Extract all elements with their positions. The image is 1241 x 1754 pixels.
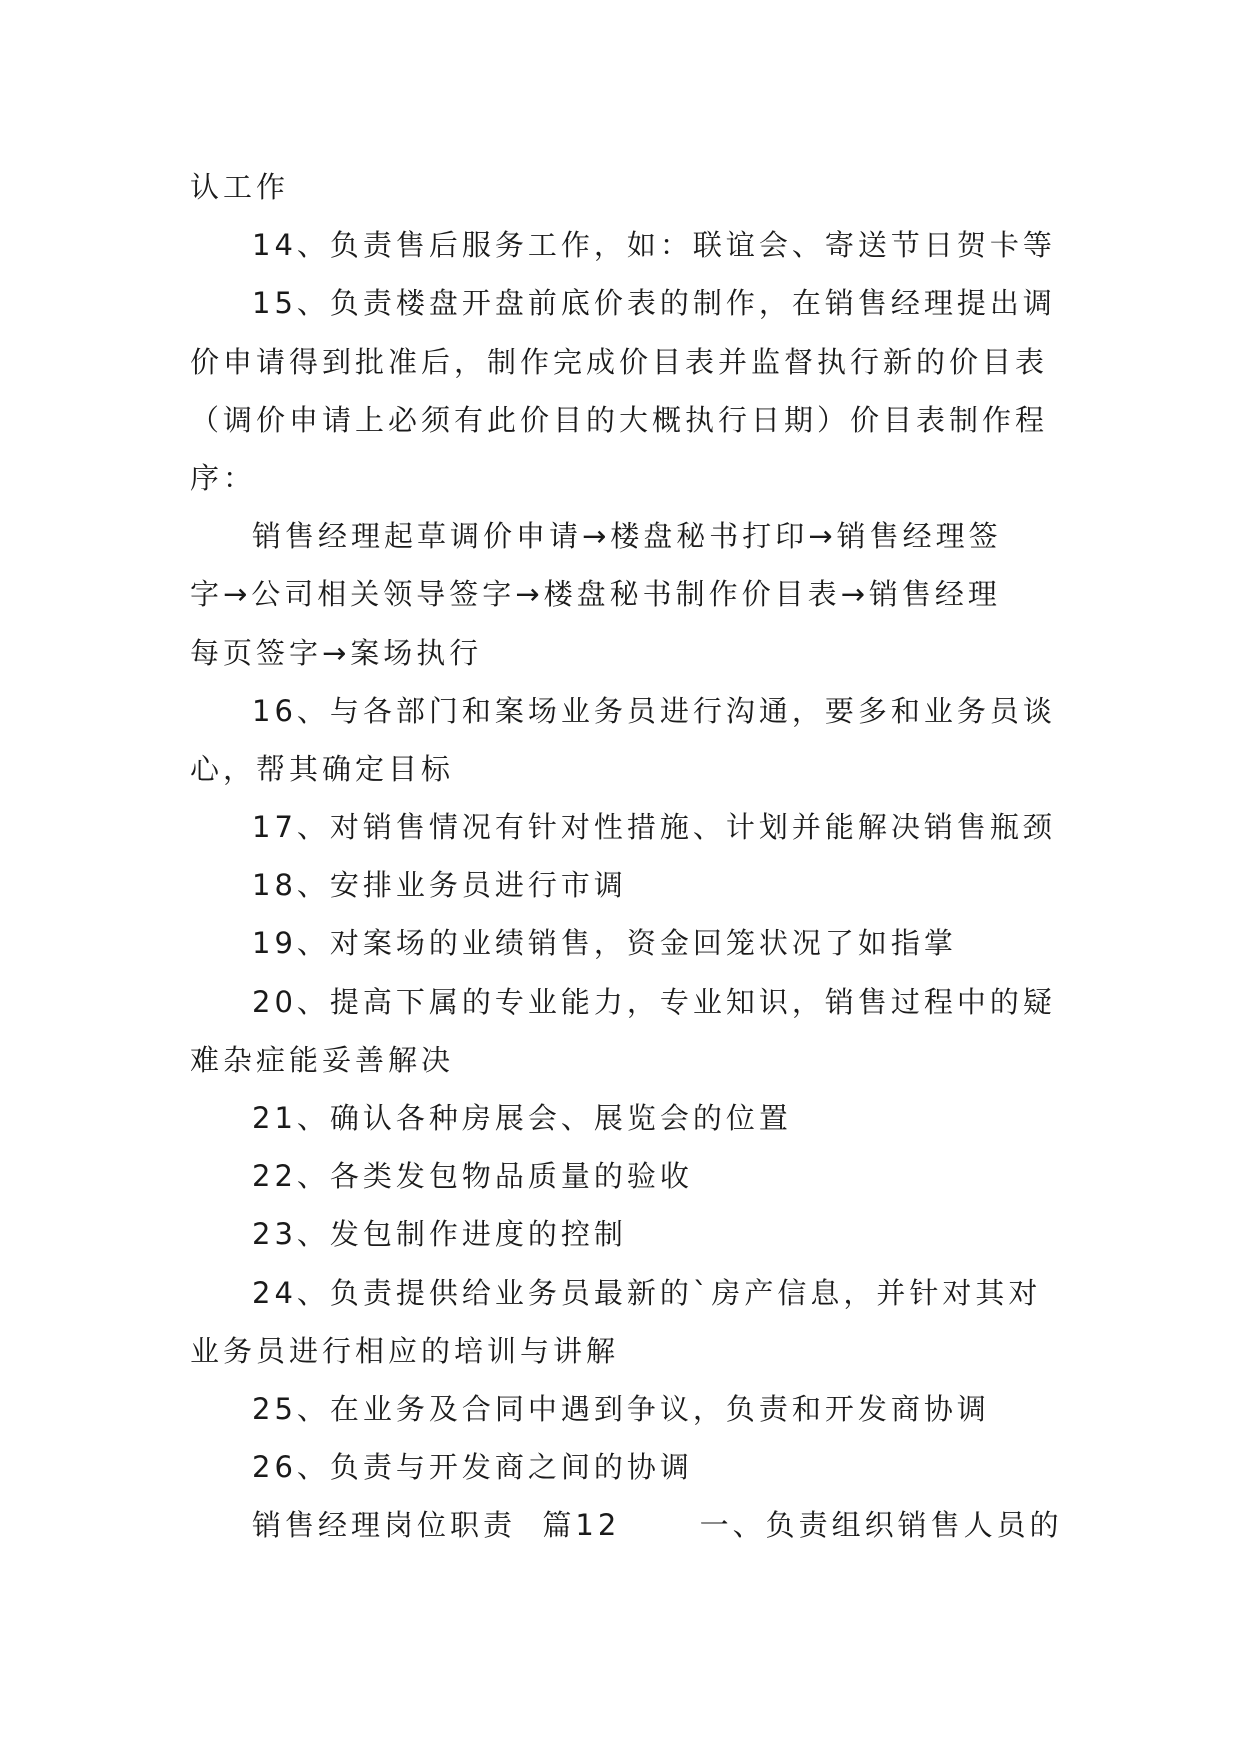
text-line: 18、安排业务员进行市调 <box>252 868 627 903</box>
text-line: 认工作 <box>190 170 290 204</box>
text-line: 每页签字→案场执行 <box>190 635 483 670</box>
text-line: 心，帮其确定目标 <box>190 751 455 786</box>
text-line: 24、负责提供给业务员最新的`房产信息，并针对其对 <box>252 1275 1042 1310</box>
text-line: 25、在业务及合同中遇到争议，负责和开发商协调 <box>252 1391 990 1426</box>
text-line: 字→公司相关领导签字→楼盘秘书制作价目表→销售经理 <box>190 577 1001 612</box>
text-line: 22、各类发包物品质量的验收 <box>252 1159 693 1194</box>
text-line: 14、负责售后服务工作，如：联谊会、寄送节日贺卡等 <box>252 228 1056 263</box>
text-line: 16、与各部门和案场业务员进行沟通，要多和业务员谈 <box>252 693 1056 728</box>
text-line: 20、提高下属的专业能力，专业知识，销售过程中的疑 <box>252 984 1056 1019</box>
document-body <box>190 158 1063 1555</box>
text-line: 销售经理起草调价申请→楼盘秘书打印→销售经理签 <box>252 519 1002 554</box>
text-line: 难杂症能妥善解决 <box>190 1042 455 1077</box>
text-line: 19、对案场的业绩销售，资金回笼状况了如指掌 <box>252 926 957 961</box>
text-line: 销售经理岗位职责 篇12 一、负责组织销售人员的 <box>252 1508 1063 1543</box>
text-line: 26、负责与开发商之间的协调 <box>252 1450 693 1485</box>
text-line: 15、负责楼盘开盘前底价表的制作，在销售经理提出调 <box>252 286 1056 321</box>
text-line: 业务员进行相应的培训与讲解 <box>190 1333 620 1368</box>
text-line: 序： <box>190 460 257 495</box>
text-line: 23、发包制作进度的控制 <box>252 1217 627 1252</box>
text-line: 21、确认各种房展会、展览会的位置 <box>252 1101 792 1135</box>
text-line: 价申请得到批准后，制作完成价目表并监督执行新的价目表 <box>190 344 1049 379</box>
text-line: （调价申请上必须有此价目的大概执行日期）价目表制作程 <box>190 402 1049 437</box>
text-line: 17、对销售情况有针对性措施、计划并能解决销售瓶颈 <box>252 810 1056 845</box>
